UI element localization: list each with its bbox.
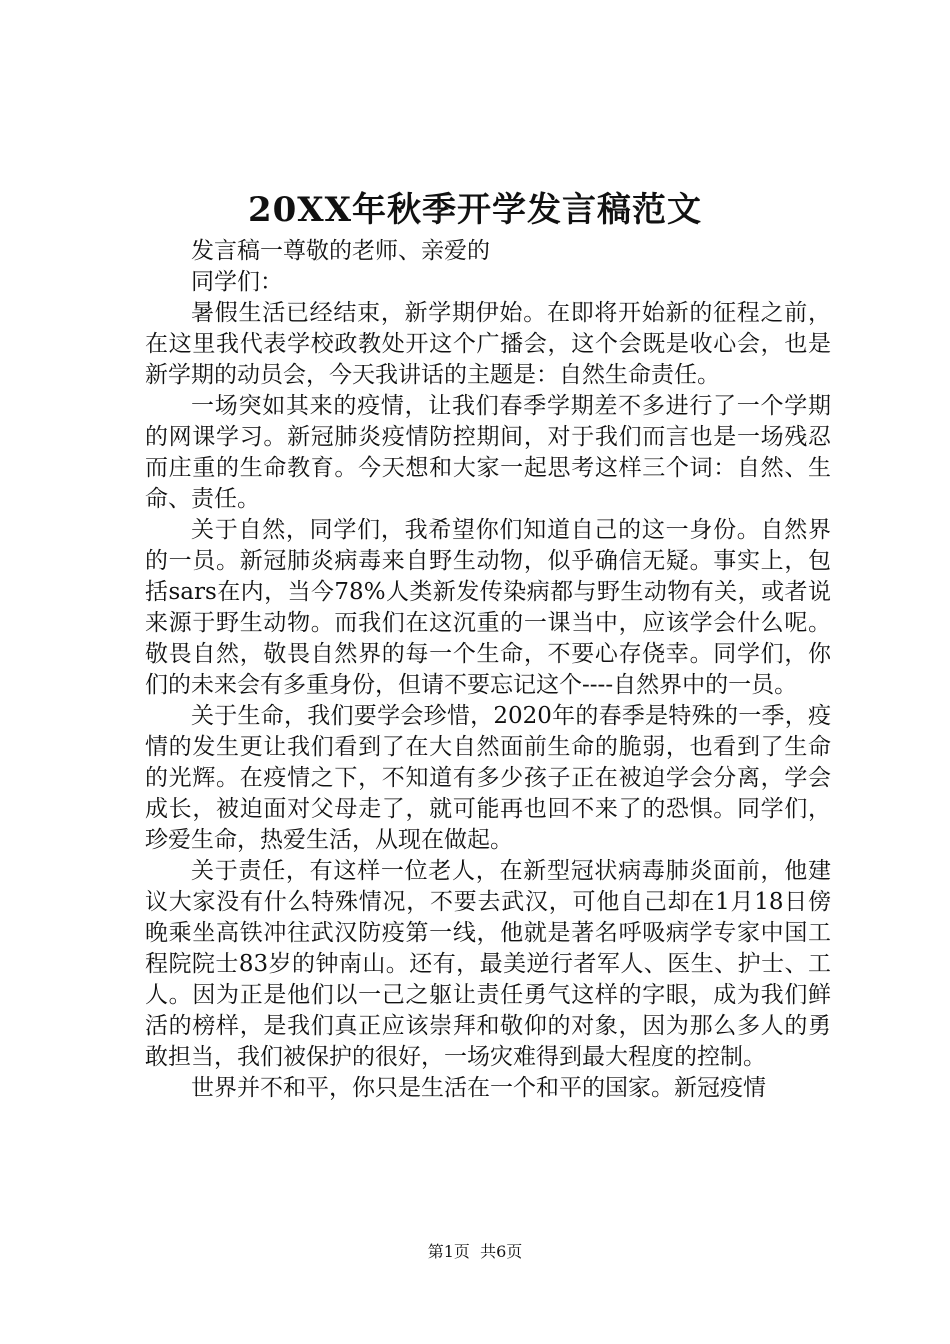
paragraph-7: 关于责任，有这样一位老人，在新型冠状病毒肺炎面前，他建议大家没有什么特殊情况，不要去武汉，可他自己却在1月18日傍晚乘坐高铁冲往武汉防疫第一线，他就是著名呼吸病学专家中国工程院院士83岁的钟南山。还有，最美逆行者军人、医生、护士、工人。因为正是他们以一己之躯让责任勇气这样的字眼，成为我们鲜活的榜样，是我们真正应该崇拜和敬仰的对象，因为那么多人的勇敢担当，我们被保护的很好，一场灾难得到最大程度的控制。 xyxy=(145,858,831,1070)
paragraph-8: 世界并不和平，你只是生活在一个和平的国家。新冠疫情 xyxy=(191,1075,766,1101)
document-body xyxy=(145,236,831,1104)
paragraph-6: 关于生命，我们要学会珍惜，2020年的春季是特殊的一季，疫情的发生更让我们看到了在大自然面前生命的脆弱，也看到了生命的光辉。在疫情之下，不知道有多少孩子正在被迫学会分离，学会成长，被迫面对父母走了，就可能再也回不来了的恐惧。同学们，珍爱生命，热爱生活，从现在做起。 xyxy=(145,703,831,853)
paragraph-5: 关于自然，同学们，我希望你们知道自己的这一身份。自然界的一员。新冠肺炎病毒来自野生动物，似乎确信无疑。事实上，包括sars在内，当今78%人类新发传染病都与野生动物有关，或者说来源于野生动物。而我们在这沉重的一课当中，应该学会什么呢。敬畏自然，敬畏自然界的每一个生命，不要心存侥幸。同学们，你们的未来会有多重身份，但请不要忘记这个----自然界中的一员。 xyxy=(145,517,831,698)
page-footer: 第1页 共6页 xyxy=(427,1242,523,1261)
paragraph-4: 一场突如其来的疫情，让我们春季学期差不多进行了一个学期的网课学习。新冠肺炎疫情防控期间，对于我们而言也是一场残忍而庄重的生命教育。今天想和大家一起思考这样三个词：自然、生命、责任。 xyxy=(145,393,831,512)
paragraph-3: 暑假生活已经结束，新学期伊始。在即将开始新的征程之前，在这里我代表学校政教处开这个广播会，这个会既是收心会，也是新学期的动员会，今天我讲话的主题是：自然生命责任。 xyxy=(145,300,831,388)
paragraph-1: 发言稿一尊敬的老师、亲爱的 xyxy=(191,238,490,264)
paragraph-2: 同学们： xyxy=(191,269,283,295)
document-title: 20XX年秋季开学发言稿范文 xyxy=(247,190,703,230)
